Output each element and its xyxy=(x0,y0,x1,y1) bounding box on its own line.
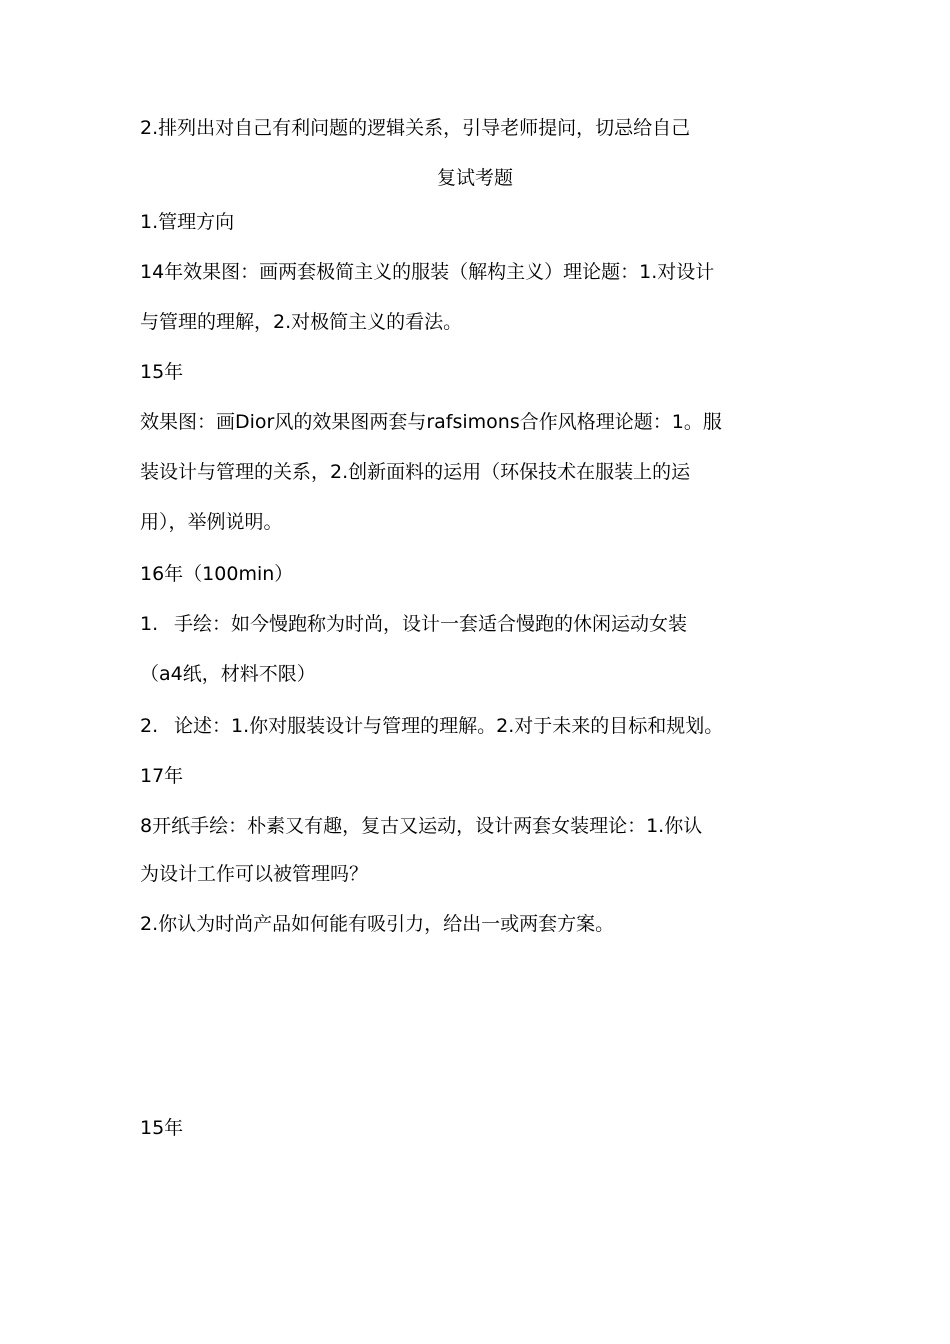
text-line-2014: 14年效果图：画两套极简主义的服装（解构主义）理论题：1.对设计 xyxy=(140,261,715,283)
text-line-direction: 1.管理方向 xyxy=(140,211,235,233)
list-item-1 xyxy=(140,611,820,637)
text-line-2015-end: 用），举例说明。 xyxy=(140,511,283,533)
list-item-2 xyxy=(140,713,820,739)
list-number: 1. xyxy=(140,613,159,635)
year-2017-label: 17年 xyxy=(140,765,184,787)
list-item-text: 手绘：如今慢跑称为时尚，设计一套适合慢跑的休闲运动女装 xyxy=(174,613,688,635)
year-2016-label: 16年（100min） xyxy=(140,563,294,585)
year-2015-label: 15年 xyxy=(140,361,184,383)
list-item-text: 论述：1.你对服装设计与管理的理解。2.对于未来的目标和规划。 xyxy=(174,715,724,737)
text-line-2014-cont: 与管理的理解，2.对极简主义的看法。 xyxy=(140,311,463,333)
section-heading: 复试考题 xyxy=(436,167,513,189)
list-number: 2. xyxy=(140,715,159,737)
text-line-2015-cont: 装设计与管理的关系，2.创新面料的运用（环保技术在服装上的运 xyxy=(140,461,691,483)
text-line-2017: 8开纸手绘：朴素又有趣，复古又运动，设计两套女装理论：1.你认 xyxy=(140,815,703,837)
year-2015-label-bottom: 15年 xyxy=(140,1117,184,1139)
text-line-2017-cont: 为设计工作可以被管理吗？ xyxy=(140,863,369,885)
text-line-tip: 2.排列出对自己有利问题的逻辑关系，引导老师提问，切忌给自己 xyxy=(140,117,691,139)
text-line-2017-end: 2.你认为时尚产品如何能有吸引力，给出一或两套方案。 xyxy=(140,913,615,935)
text-line-2016-cont: （a4纸，材料不限） xyxy=(140,663,316,685)
text-line-2015: 效果图：画Dior风的效果图两套与rafsimons合作风格理论题：1。服 xyxy=(140,411,722,433)
